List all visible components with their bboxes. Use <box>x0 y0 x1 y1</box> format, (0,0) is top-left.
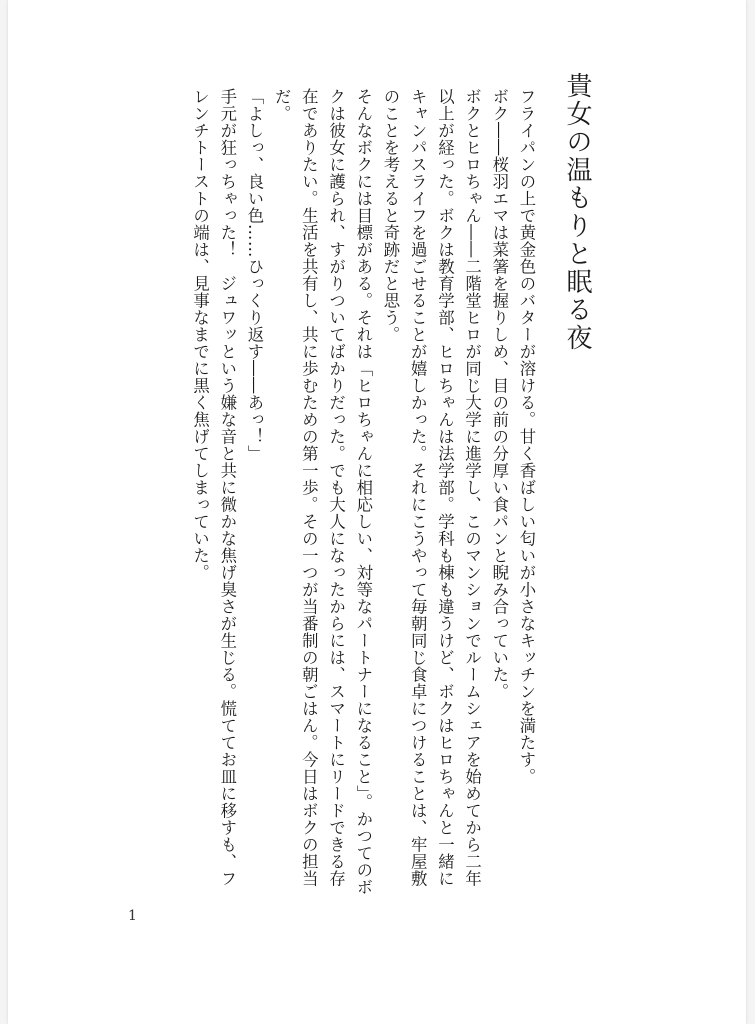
paragraph: ボクとヒロちゃん――二階堂ヒロが同じ大学に進学し、このマンションでルームシェアを始めてから二年以上が経った。ボクは教育学部、ヒロちゃんは法学部。学科も棟も違うけど、ボクはヒロちゃんと一緒にキャンパスライフを過ごせることが嬉しかった。それにこうやって毎朝同じ食卓につけることは、牢屋敷のことを考えると奇跡だと思う。 <box>380 88 482 887</box>
dialogue-line: 「よしっ、良い色……ひっくり返す――あっ！」 <box>244 88 264 462</box>
paragraph: フライパンの上で黄金色のバターが溶ける。甘く香ばしい匂いが小さなキッチンを満たす。 <box>517 88 536 785</box>
chapter-title: 貴女の温もりと眠る夜 <box>562 72 592 352</box>
document-page <box>8 0 746 1024</box>
paragraph: 手元が狂っちゃった！ ジュワッという嫌な音と共に微かな焦げ臭さが生じる。慌ててお皿に移すも、フレンチトーストの端は、見事なまでに黒く焦げてしまっていた。 <box>190 88 237 887</box>
paragraph: そんなボクには目標がある。それは「ヒロちゃんに相応しい、対等なパートナーになること」。かつてのボクは彼女に護られ、すがりついてばかりだった。でも大人になったからには、スマートにリードできる存在でありたい。生活を共有し、共に歩むための第一歩。その一つが当番制の朝ごはん。今日はボクの担当だ。 <box>272 88 373 896</box>
body-text <box>186 88 540 903</box>
paragraph: ボク――桜羽エマは菜箸を握りしめ、目の前の分厚い食パンと睨み合っていた。 <box>489 88 509 700</box>
page-number: 1 <box>128 908 137 924</box>
